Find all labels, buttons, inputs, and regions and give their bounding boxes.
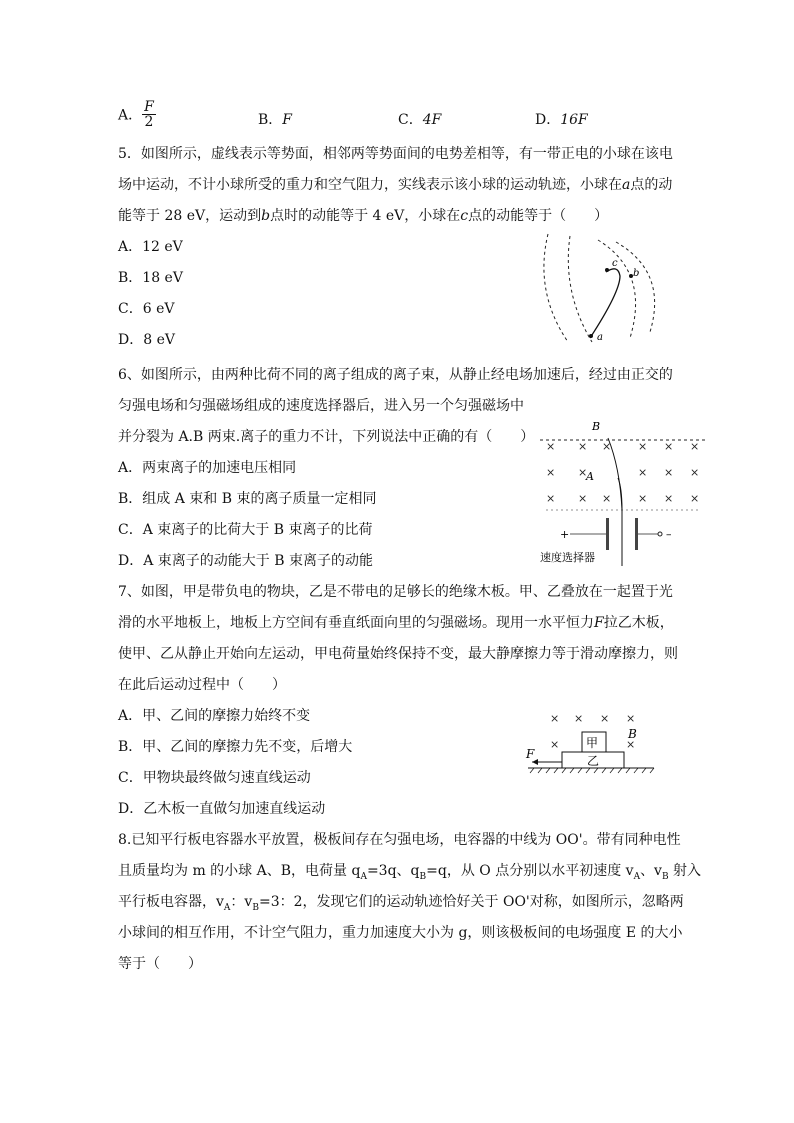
equipotential-line-2 [568,236,592,342]
label-jia: 甲 [586,736,599,750]
q7-line-4: 在此后运动过程中（ ） [118,677,286,693]
x-mark: × [578,492,588,505]
x-mark: × [664,492,674,505]
q5-option-d: D．8 eV [118,332,175,348]
magnetic-field-marks [546,440,699,505]
q7-line-3: 使甲、乙从静止开始向左运动，甲电荷量始终保持不变，最大静摩擦力等于滑动摩擦力，则 [118,646,678,662]
q7-option-c: C．甲物块最终做匀速直线运动 [118,770,311,786]
x-mark: × [574,712,584,725]
label-F: F [526,747,535,761]
x-mark: × [578,440,588,453]
label-yi: 乙 [587,754,600,768]
x-mark: × [664,466,674,479]
label-b: b [633,268,640,279]
q7-line-1: 7、如图，甲是带负电的物块，乙是不带电的足够长的绝缘木板。甲、乙叠放在一起置于光 [118,584,673,600]
label-B: B [592,420,601,433]
x-mark: × [626,738,636,751]
q8-line-1: 8.已知平行板电容器水平放置，极板间存在匀强电场，电容器的中线为 OO'。带有同种电性 [118,832,681,848]
q6-option-c: C．A 束离子的比荷大于 B 束离子的比荷 [118,522,373,538]
minus-terminal: – [666,528,672,541]
point-a [589,334,593,338]
x-mark: × [638,440,648,453]
q8-line-2: 且质量均为 m 的小球 A、B，电荷量 $q_A=3q$、$q_B=q$，从 O 点分别以水平初速度 $v_A$、$v_B$ 射入 [118,863,702,882]
plate-left [606,518,609,550]
x-mark: × [546,466,556,479]
x-mark: × [550,738,560,751]
q6-line-1: 6、如图所示，由两种比荷不同的离子组成的离子束，从静止经电场加速后，经过由正交的 [118,367,673,383]
minus-terminal-dot [658,532,662,536]
x-mark: × [602,492,612,505]
q5-line-1: 5．如图所示，虚线表示等势面，相邻两等势面间的电势差相等，有一带正电的小球在该电 [118,146,673,162]
x-mark: × [664,440,674,453]
q4-option-a: A． $\frac{F}{2}$ [118,99,154,130]
label-A: A [586,470,594,483]
x-mark: × [626,712,636,725]
q5-option-b: B．18 eV [118,270,183,286]
q8-line-4: 小球间的相互作用，不计空气阻力，重力加速度大小为 g，则该极板间的电场强度 E 的大小 [118,925,683,941]
q6-line-2: 匀强电场和匀强磁场组成的速度选择器后，进入另一个匀强磁场中 [118,398,524,414]
x-mark: × [638,466,648,479]
ball-trajectory [590,269,620,338]
x-mark: × [690,492,700,505]
q5-line-2: 场中运动，不计小球所受的重力和空气阻力，实线表示该小球的运动轨迹，小球在a点的动 [118,177,673,193]
x-mark: × [602,440,612,453]
fraction-f-over-2: $\frac{F}{2}$ [144,99,154,130]
q5-equipotential-figure [540,232,670,352]
velocity-selector-caption: 速度选择器 [540,551,595,564]
x-mark: × [600,712,610,725]
x-mark: × [638,492,648,505]
q5-line-3: 能等于 28 eV，运动到b点时的动能等于 4 eV，小球在c点的动能等于（ ） [118,208,609,224]
x-mark: × [546,440,556,453]
q6-option-a: A．两束离子的加速电压相同 [118,460,297,476]
q4-option-c: C．4F [398,112,442,128]
equipotential-line-1 [544,234,568,342]
x-mark: × [578,466,588,479]
q7-option-a: A．甲、乙间的摩擦力始终不变 [118,708,311,724]
q8-line-3: 平行板电容器，$v_A$：$v_B=3$：2，发现它们的运动轨迹恰好关于 OO'对称，如图所示，忽略两 [118,894,684,913]
plus-terminal: + [560,528,570,541]
plate-right [635,518,638,550]
q8-line-5: 等于（ ） [118,956,202,972]
q4-option-d: D．16F [535,112,588,128]
q4-option-b: B．F [258,112,293,128]
q6-velocity-selector-figure [540,418,710,568]
x-mark: × [550,712,560,725]
x-mark: × [690,466,700,479]
x-mark: × [546,492,556,505]
q6-line-3: 并分裂为 A.B 两束.离子的重力不计，下列说法中正确的有（ ） [118,429,535,445]
q5-option-c: C．6 eV [118,301,175,317]
point-c [605,268,609,272]
q7-block-board-figure [524,710,664,780]
q7-option-d: D．乙木板一直做匀加速直线运动 [118,801,326,817]
label-a: a [597,332,603,343]
q5-option-a: A．12 eV [118,239,183,255]
q7-option-b: B．甲、乙间的摩擦力先不变，后增大 [118,739,353,755]
floor-hatching [530,768,654,773]
equipotential-line-4 [616,242,655,332]
label-c: c [612,258,618,269]
x-mark: × [690,440,700,453]
label-B: B [628,727,637,741]
q6-option-d: D．A 束离子的动能大于 B 束离子的动能 [118,553,373,569]
q7-line-2: 滑的水平地板上，地板上方空间有垂直纸面向里的匀强磁场。现用一水平恒力F拉乙木板， [118,615,674,631]
q6-option-b: B．组成 A 束和 B 束的离子质量一定相同 [118,491,377,507]
